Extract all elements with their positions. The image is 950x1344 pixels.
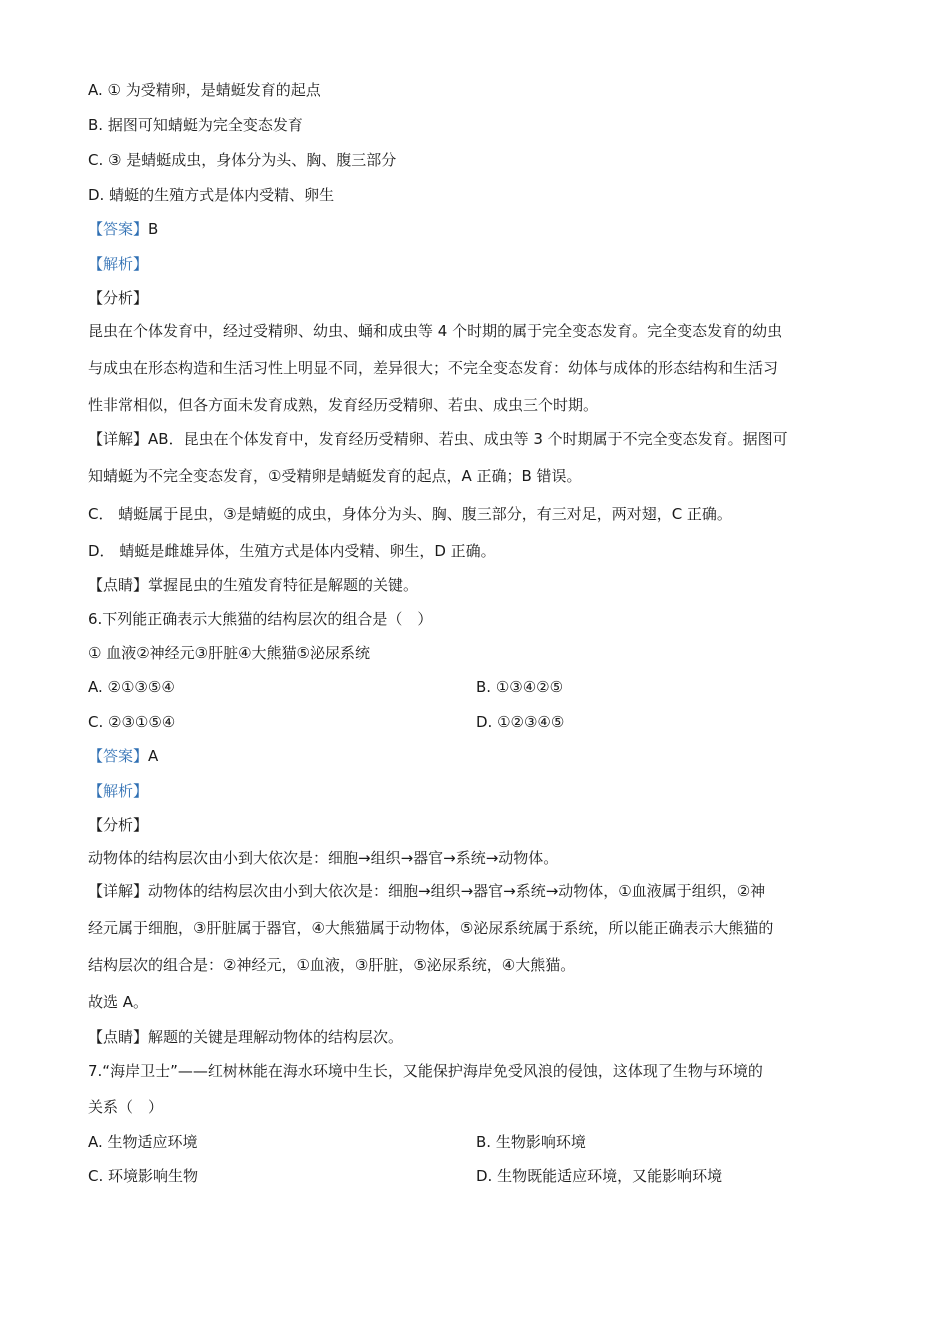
- answer-value: B: [148, 220, 159, 238]
- q5-option-d: D. 蜻蜓的生殖方式是体内受精、卵生: [88, 186, 335, 204]
- q5-option-c: C. ③ 是蜻蜓成虫，身体分为头、胸、腹三部分: [88, 151, 397, 169]
- q6-answer-line: [88, 746, 158, 766]
- fenxi-tag: 【分析】: [88, 816, 149, 834]
- q7-stem-line: 关系（ ）: [88, 1098, 164, 1116]
- q6-tip-line: [88, 1027, 403, 1047]
- tip-tag: 【点睛】: [88, 576, 149, 594]
- q6-option-d: D. ①②③④⑤: [476, 713, 565, 731]
- q7-stem-line: 7.“海岸卫士”——红树林能在海水环境中生长，又能保护海岸免受风浪的侵蚀，这体现了生物与环境的: [88, 1062, 763, 1080]
- q6-detail-line: [88, 881, 765, 901]
- q6-items: ① 血液②神经元③肝脏④大熊猫⑤泌尿系统: [88, 644, 371, 662]
- q6-analysis: 动物体的结构层次由小到大依次是：细胞→组织→器官→系统→动物体。: [88, 849, 559, 867]
- q5-analysis-line: 昆虫在个体发育中，经过受精卵、幼虫、蛹和成虫等 4 个时期的属于完全变态发育。完全变态发育的幼虫: [88, 322, 783, 340]
- q5-option-b: B. 据图可知蜻蜓为完全变态发育: [88, 116, 303, 134]
- answer-tag: 【答案】: [88, 747, 149, 765]
- q6-stem: 6.下列能正确表示大熊猫的结构层次的组合是（ ）: [88, 610, 433, 628]
- detail-tag: 【详解】: [88, 882, 149, 900]
- tip-text: 掌握昆虫的生殖发育特征是解题的关键。: [148, 576, 419, 594]
- jiexi-tag: 【解析】: [88, 255, 149, 273]
- q5-analysis-line: 性非常相似，但各方面未发育成熟，发育经历受精卵、若虫、成虫三个时期。: [88, 396, 599, 414]
- q5-option-a: A. ① 为受精卵，是蜻蜓发育的起点: [88, 81, 321, 99]
- q6-option-a: A. ②①③⑤④: [88, 678, 175, 696]
- detail-tag: 【详解】: [88, 430, 149, 448]
- q6-choose: 故选 A。: [88, 993, 149, 1011]
- q7-option-c: C. 环境影响生物: [88, 1167, 199, 1185]
- q7-option-d: D. 生物既能适应环境，又能影响环境: [476, 1167, 723, 1185]
- q5-tip-line: [88, 575, 418, 595]
- detail-text: AB．昆虫在个体发育中，发育经历受精卵、若虫、成虫等 3 个时期属于不完全变态发育。据图可: [148, 430, 788, 448]
- answer-tag: 【答案】: [88, 220, 149, 238]
- answer-value: A: [148, 747, 159, 765]
- q7-option-a: A. 生物适应环境: [88, 1133, 198, 1151]
- q5-analysis-line: 与成虫在形态构造和生活习性上明显不同，差异很大；不完全变态发育：幼体与成体的形态结构和生活习: [88, 359, 779, 377]
- q6-option-c: C. ②③①⑤④: [88, 713, 176, 731]
- q5-detail-line: [88, 429, 788, 449]
- q6-detail-line: 结构层次的组合是：②神经元，①血液，③肝脏，⑤泌尿系统，④大熊猫。: [88, 956, 576, 974]
- q7-option-b: B. 生物影响环境: [476, 1133, 586, 1151]
- q6-detail-line: 经元属于细胞，③肝脏属于器官，④大熊猫属于动物体，⑤泌尿系统属于系统，所以能正确表示大熊猫的: [88, 919, 774, 937]
- detail-text: 动物体的结构层次由小到大依次是：细胞→组织→器官→系统→动物体，①血液属于组织，②神: [148, 882, 766, 900]
- q5-detail-line: 知蜻蜓为不完全变态发育，①受精卵是蜻蜓发育的起点，A 正确；B 错误。: [88, 467, 582, 485]
- q6-option-b: B. ①③④②⑤: [476, 678, 564, 696]
- q5-detail-line: D． 蜻蜓是雌雄异体，生殖方式是体内受精、卵生，D 正确。: [88, 542, 496, 560]
- jiexi-tag: 【解析】: [88, 782, 149, 800]
- tip-text: 解题的关键是理解动物体的结构层次。: [148, 1028, 404, 1046]
- q5-answer-line: [88, 219, 158, 239]
- q5-detail-line: C． 蜻蜓属于昆虫，③是蜻蜓的成虫，身体分为头、胸、腹三部分，有三对足，两对翅，C 正确。: [88, 505, 732, 523]
- fenxi-tag: 【分析】: [88, 289, 149, 307]
- tip-tag: 【点睛】: [88, 1028, 149, 1046]
